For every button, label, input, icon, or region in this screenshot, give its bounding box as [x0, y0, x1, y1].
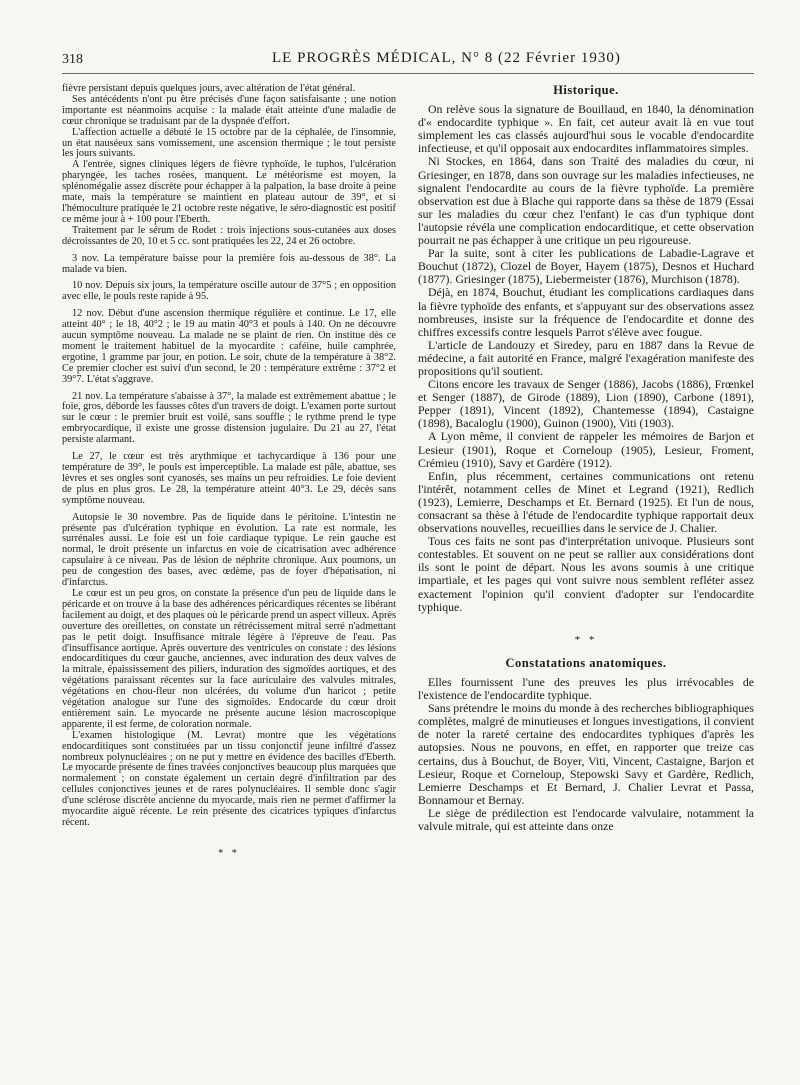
- paragraph: A l'entrée, signes cliniques légers de fièvre typhoïde, le tuphos, l'ulcération pharyngée, les taches rosées, manquent. Le météorisme est moyen, la splénomégalie assez discrète pour échapper à la palpation, la base droite à peine mate, mais la température se maintient en plateau autour de 39°, et si l'hémoculture pratiquée le 21 octobre reste négative, le séro-diagnostic est positif ce même jour à + 100 pour l'Eberth.: [62, 159, 396, 225]
- running-title: LE PROGRÈS MÉDICAL, N° 8 (22 Février 1930): [272, 50, 621, 66]
- section-separator: * *: [218, 847, 240, 859]
- paragraph: Citons encore les travaux de Senger (1886), Jacobs (1886), Frœnkel et Senger (1887), de Girode (1889), Lion (1890), Carbone (1891), Pepper (1891), Vincent (1892), Chantemesse (1894), Castaigne (1898), Bacaloglu (1900), Guinon (1900), Viti (1903).: [418, 377, 754, 431]
- paragraph: Sans prétendre le moins du monde à des recherches bibliographiques complètes, malgré de minutieuses et longues investigations, il convient de noter la rareté certaine des endocardites typhiques d'après les autopsies. Nous ne pouvons, en effet, en rapporter que treize cas certains, dus à Bouchut, de Boyer, Viti, Vincent, Castaigne, Barjon et Lesieur, Roque et Corneloup, Stepowski Savy et Gardère, Redlich, Lemierre Deschamps et Et Bernard, J. Chalier Levrat et Passa, Bonnamour et Bernay.: [418, 701, 754, 807]
- section-heading-constatations: Constatations anatomiques.: [505, 655, 667, 670]
- paragraph: L'examen histologique (M. Levrat) montre que les végétations endocarditiques sont constituées par un tissu conjonctif jeune infiltré d'assez nombreux polynucléaires ; on ne put y mettre en évidence des bacilles d'Eberth. Le myocarde présente de fines travées conjonctives beaucoup plus marquées que normalement ; on constate également un certain degré d'infiltration par des cellules conjonctives jeunes et de rares polynucléaires. Il semble donc s'agir d'une sclérose discrète ancienne du myocarde, mais rien ne permet d'affirmer la myocardite aiguë récente. Le rein présente des cicatrices typiques d'infarctus récent.: [62, 729, 396, 828]
- paragraph: Enfin, plus récemment, certaines communications ont retenu l'intérêt, notamment celles de Minet et Legrand (1921), Redlich (1923), Lemierre, Deschamps et Et. Bernard (1925). Et l'un de nous, consacrant sa thèse à l'étude de l'endocardite typhique rapportait deux observations nouvelles, recueillies dans le service de J. Chalier.: [418, 468, 754, 536]
- page-number: 318: [62, 52, 83, 67]
- paragraph: Par la suite, sont à citer les publications de Labadie-Lagrave et Bouchut (1872), Clozel de Boyer, Hayem (1875), Desnos et Huchard (1877). Griesinger (1875), Liebermeister (1876), Murchison (1878).: [418, 246, 754, 287]
- paragraph: 12 nov. Début d'une ascension thermique régulière et continue. Le 17, elle atteint 40° ; le 18, 40°2 ; le 19 au matin 40°3 et pouls à 140. On ne découvre aucun symptôme nouveau. La malade ne se plaint de rien. On institue dès ce moment le traitement habituel de la myocardite : caféine, huile camphrée, ergotine, 1 gramme par jour, en potion. Le soir, chute de la température à 38°2. Ce premier clocher est suivi d'un second, le 20 : température extrême : 37°2 et 39°7. L'état s'aggrave.: [62, 308, 396, 385]
- paragraph: Elles fournissent l'une des preuves les plus irrévocables de l'existence de l'endocardite typhique.: [418, 674, 754, 703]
- paragraph: A Lyon même, il convient de rappeler les mémoires de Barjon et Lesieur (1901), Roque et Corneloup (1905), Lesieur, Froment, Crémieu (1910), Savy et Gardère (1912).: [418, 429, 754, 470]
- paragraph: fièvre persistant depuis quelques jours, avec altération de l'état général.: [62, 83, 356, 94]
- paragraph: Ni Stockes, en 1864, dans son Traité des maladies du cœur, ni Griesinger, en 1878, dans son ouvrage sur les maladies infectieuses, ne signalent l'endocardite au cours de la fièvre typhoïde. La première observation est due à Blache qui rapporte dans sa thèse de 1879 (Essai sur les maladies du cœur chez l'enfant) le cas d'un typhique dont l'autopsie révéla une complication endocarditique, et cette observation pourrait ne pas échapper à une critique un peu rigoureuse.: [418, 154, 754, 248]
- paragraph: Tous ces faits ne sont pas d'interprétation univoque. Plusieurs sont contestables. Et souvent on ne peut se rallier aux considérations dont ils sont le point de départ. Nous les avons soumis à une critique impartiale, et les pages qui vont suivre nous semblent refléter assez exactement l'opinion qu'il convient d'adopter sur l'endocardite typhique.: [418, 534, 754, 614]
- paragraph: Ses antécédents n'ont pu être précisés d'une façon satisfaisante ; une notion importante est néanmoins acquise : la malade était atteinte d'une maladie de cœur chronique se traduisant par de la dyspnée d'effort.: [62, 93, 396, 127]
- paragraph: L'article de Landouzy et Siredey, paru en 1887 dans la Revue de médecine, a fait autorité en France, malgré l'exagération manifeste des propositions qu'il soutient.: [418, 337, 754, 378]
- page-header: [62, 50, 754, 72]
- paragraph: 21 nov. La température s'abaisse à 37°, la malade est extrêmement abattue ; le foie, gros, déborde les fausses côtes d'un travers de doigt. L'examen porte surtout sur le cœur : le premier bruit est voilé, sans souffle ; le rythme prend le type embryocardique, il existe une grosse distension jugulaire. Du 21 au 27, l'état persiste alarmant.: [62, 390, 396, 446]
- left-column: [62, 84, 396, 860]
- paragraph: 3 nov. La température baisse pour la première fois au-dessous de 38°. La malade va bien.: [62, 252, 396, 275]
- header-rule: [62, 73, 754, 74]
- section-heading-historique: Historique.: [553, 83, 619, 97]
- paragraph: Traitement par le sérum de Rodet : trois injections sous-cutanées aux doses décroissantes de 20, 10 et 5 cc. sont pratiquées les 22, 24 et 26 octobre.: [62, 224, 396, 247]
- paragraph: L'affection actuelle a débuté le 15 octobre par de la céphalée, de l'insomnie, un état nauséeux sans vomissement, une ascension thermique ; le tout persiste les jours suivants.: [62, 126, 396, 160]
- right-column: [418, 84, 754, 833]
- paragraph: Déjà, en 1874, Bouchut, étudiant les complications cardiaques dans la fièvre typhoïde des enfants, et s'appuyant sur des observations assez nombreuses, insiste sur la fréquence de l'endocardite et donne des chiffres excessifs contre lesquels Parrot s'élève avec fougue.: [418, 285, 754, 339]
- paragraph: Le 27, le cœur est très arythmique et tachycardique à 136 pour une température de 39°, le pouls est imperceptible. La malade est pâle, abattue, ses lèvres et ses ongles sont cyanosés, ses mains un peu refroidies. Le foie devient de plus en plus gros. Le 28, la température atteint 40°3. Le 29, décès sans symptôme nouveau.: [62, 451, 396, 506]
- paragraph: On relève sous la signature de Bouillaud, en 1840, la dénomination d'« endocardite typhique ». En fait, cet auteur avait là en vue tout simplement les cas classés aujourd'hui sous le vocable d'endocardite infectieuse, et qu'il opposait aux endocardites inflammatoires simples.: [418, 102, 754, 156]
- section-separator: * *: [574, 633, 598, 646]
- paragraph: 10 nov. Depuis six jours, la température oscille autour de 37°5 ; en opposition avec elle, le pouls reste rapide à 95.: [62, 280, 396, 303]
- paragraph: Le cœur est un peu gros, on constate la présence d'un peu de liquide dans le péricarde et on trouve à la base des adhérences péricardiques récentes se libérant facilement au doigt, et des plaques où le péricarde prend un aspect villeux. Après ouverture des oreillettes, on constate un rétrécissement mitral serré n'admettant pas le petit doigt. Insuffisance mitrale légère à l'épreuve de l'eau. Pas d'insuffisance aortique. Après ouverture des ventricules on constate : des lésions endocarditiques du cœur gauche, anciennes, avec induration des deux valves de la mitrale, épaississement des piliers, induration des sigmoïdes aortiques, et des végétations paraissant récentes sur la face auriculaire des valvules mitrales, végétations en chou-fleur non ulcérées, du volume d'un haricot ; petite végétation analogue sur l'une des sigmoïdes. Endocarde du cœur droit entièrement sain. Le myocarde ne présente aucune lésion macroscopique apparente, il est ferme, de coloration normale.: [62, 587, 396, 730]
- paragraph: Le siège de prédilection est l'endocarde valvulaire, notamment la valvule mitrale, qui est atteinte dans onze: [418, 805, 754, 833]
- paragraph: Autopsie le 30 novembre. Pas de liquide dans le péritoine. L'intestin ne présente pas d'ulcération typhique en évolution. La rate est normale, les surrénales aussi. Le foie est un foie cardiaque typique. Le rein gauche est normal, le droit présente un infarctus en voie de cicatrisation avec adhérence capsulaire à ce niveau. Pas de lésion de néphrite chronique. Aux poumons, un peu de congestion des bases, avec œdème, pas de foyer d'hépatisation, ni d'infarctus.: [62, 511, 396, 589]
